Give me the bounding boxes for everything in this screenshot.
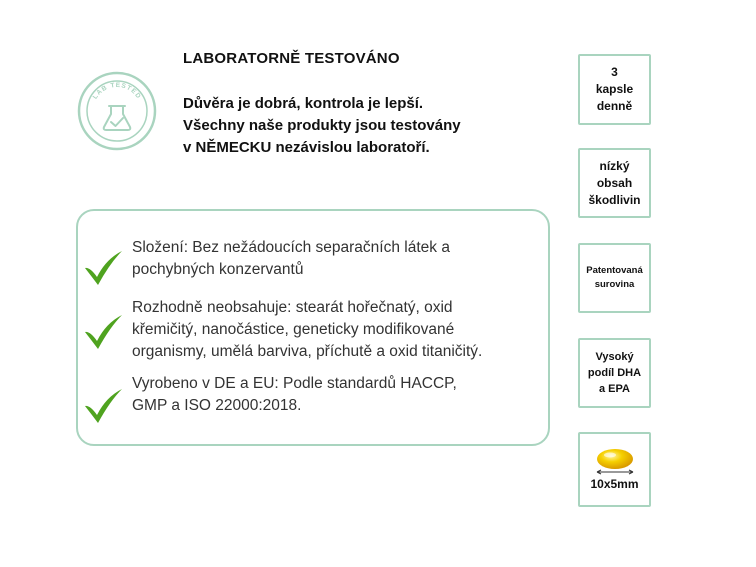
capsule-size-label: 10x5mm	[590, 477, 639, 491]
feature-low-contaminants	[578, 148, 651, 218]
feature-line: surovina	[594, 279, 635, 290]
checklist-line: křemičitý, nanočástice, geneticky modifikované	[132, 321, 455, 338]
checklist-line: Vyrobeno v DE a EU: Podle standardů HACCP,	[132, 375, 457, 392]
lab-tested-badge	[76, 70, 158, 152]
checklist-text	[132, 297, 542, 363]
capsule-icon	[589, 446, 641, 476]
badge-text: LAB TESTED	[91, 81, 143, 101]
tagline-line: v NĚMECKU nezávislou laboratoří.	[183, 139, 430, 156]
feature-high-dha-epa	[578, 338, 651, 408]
checklist-line: pochybných konzervantů	[132, 261, 304, 278]
feature-patented-raw-material	[578, 243, 651, 313]
checkmark-icon	[80, 247, 126, 287]
feature-line: obsah	[596, 175, 633, 190]
feature-line: kapsle	[595, 82, 634, 96]
checklist-line: Složení: Bez nežádoucích separačních látek a	[132, 239, 450, 256]
checkmark-icon	[80, 385, 126, 425]
feature-line: Patentovaná	[586, 265, 643, 276]
feature-line: a EPA	[599, 383, 630, 395]
checklist-line: organismy, umělá barviva, příchutě a oxid titaničitý.	[132, 343, 483, 360]
feature-daily-dose	[578, 54, 651, 125]
checklist-text	[132, 373, 542, 417]
feature-line: 3	[611, 65, 618, 79]
svg-text:LAB TESTED	[92, 82, 143, 101]
tagline-line: Všechny naše produkty jsou testovány	[183, 117, 461, 134]
feature-capsule-size	[578, 432, 651, 507]
feature-line: Vysoký	[595, 351, 634, 363]
feature-line: škodlivin	[588, 192, 641, 207]
tagline	[183, 93, 543, 159]
checklist-line: Rozhodně neobsahuje: stearát hořečnatý, oxid	[132, 299, 453, 316]
feature-line: podíl DHA	[587, 367, 642, 379]
tagline-line: Důvěra je dobrá, kontrola je lepší.	[183, 95, 424, 112]
checklist-panel	[76, 209, 550, 446]
feature-line: denně	[596, 99, 633, 113]
checklist-line: GMP a ISO 22000:2018.	[132, 397, 302, 414]
flask-check-icon	[76, 70, 158, 152]
checklist-text	[132, 237, 542, 281]
page-title: LABORATORNĚ TESTOVÁNO	[183, 50, 400, 67]
checkmark-icon	[80, 311, 126, 351]
feature-line: nízký	[599, 158, 630, 173]
capsule-figure	[589, 446, 641, 493]
